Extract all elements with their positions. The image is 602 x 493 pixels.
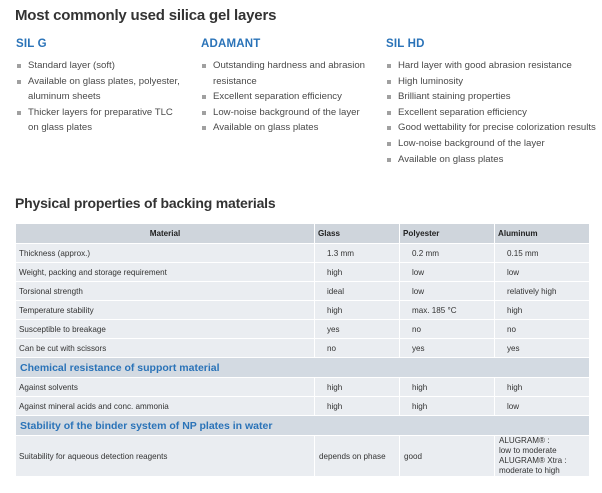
row-label: Thickness (approx.) xyxy=(16,244,315,263)
list-item: Low-noise background of the layer xyxy=(201,105,373,121)
cell-aluminum: high xyxy=(495,378,590,397)
cell-polyester: high xyxy=(400,397,495,416)
row-label: Against solvents xyxy=(16,378,315,397)
list-item: Standard layer (soft) xyxy=(16,58,186,74)
table-row xyxy=(16,320,590,339)
table-header-row xyxy=(16,224,590,244)
row-label: Weight, packing and storage requirement xyxy=(16,263,315,282)
table-row xyxy=(16,301,590,320)
cell-aluminum: high xyxy=(495,301,590,320)
header-material: Material xyxy=(16,224,315,244)
list-item: High luminosity xyxy=(386,74,600,90)
column-sil-g xyxy=(16,38,186,136)
list-item: Good wettability for precise colorization results xyxy=(386,120,600,136)
cell-polyester: high xyxy=(400,378,495,397)
aluminum-line: ALUGRAM® Xtra : xyxy=(499,456,567,465)
cell-polyester: good xyxy=(400,436,495,477)
aluminum-line: ALUGRAM® : xyxy=(499,436,550,445)
header-glass: Glass xyxy=(315,224,400,244)
table-row xyxy=(16,263,590,282)
column-title: SIL G xyxy=(16,38,47,50)
properties-table xyxy=(15,223,590,477)
section-row-binder-stability xyxy=(16,416,590,436)
list-item: Available on glass plates, polyester, aluminum sheets xyxy=(16,74,186,105)
header-polyester: Polyester xyxy=(400,224,495,244)
cell-glass: 1.3 mm xyxy=(315,244,400,263)
cell-polyester: yes xyxy=(400,339,495,358)
cell-glass: ideal xyxy=(315,282,400,301)
list-item: Hard layer with good abrasion resistance xyxy=(386,58,600,74)
cell-glass: high xyxy=(315,378,400,397)
cell-aluminum: yes xyxy=(495,339,590,358)
row-label: Temperature stability xyxy=(16,301,315,320)
cell-aluminum: 0.15 mm xyxy=(495,244,590,263)
cell-aluminum: relatively high xyxy=(495,282,590,301)
table-row xyxy=(16,282,590,301)
section-title: Stability of the binder system of NP plates in water xyxy=(16,416,590,436)
cell-glass: depends on phase xyxy=(315,436,400,477)
list-item: Excellent separation efficiency xyxy=(386,105,600,121)
feature-list xyxy=(386,58,600,167)
cell-polyester: low xyxy=(400,263,495,282)
aluminum-line: low to moderate xyxy=(499,446,557,455)
cell-polyester: low xyxy=(400,282,495,301)
list-item: Available on glass plates xyxy=(386,152,600,168)
row-label: Torsional strength xyxy=(16,282,315,301)
table-row xyxy=(16,436,590,477)
cell-glass: high xyxy=(315,301,400,320)
cell-glass: yes xyxy=(315,320,400,339)
cell-polyester: max. 185 °C xyxy=(400,301,495,320)
feature-list xyxy=(201,58,373,136)
cell-polyester: 0.2 mm xyxy=(400,244,495,263)
cell-polyester: no xyxy=(400,320,495,339)
column-title: ADAMANT xyxy=(201,38,261,50)
list-item: Brilliant staining properties xyxy=(386,89,600,105)
section-heading-backing-materials: Physical properties of backing materials xyxy=(15,195,276,211)
column-adamant xyxy=(201,38,373,136)
list-item: Low-noise background of the layer xyxy=(386,136,600,152)
cell-aluminum: no xyxy=(495,320,590,339)
cell-glass: high xyxy=(315,397,400,416)
table-row xyxy=(16,339,590,358)
cell-glass: high xyxy=(315,263,400,282)
aluminum-line: moderate to high xyxy=(499,466,560,475)
cell-aluminum: low xyxy=(495,397,590,416)
table-row xyxy=(16,378,590,397)
cell-aluminum xyxy=(495,436,590,477)
cell-aluminum: low xyxy=(495,263,590,282)
column-title: SIL HD xyxy=(386,38,425,50)
row-label: Susceptible to breakage xyxy=(16,320,315,339)
row-label: Against mineral acids and conc. ammonia xyxy=(16,397,315,416)
section-title: Chemical resistance of support material xyxy=(16,358,590,378)
list-item: Available on glass plates xyxy=(201,120,373,136)
header-aluminum: Aluminum xyxy=(495,224,590,244)
list-item: Outstanding hardness and abrasion resistance xyxy=(201,58,373,89)
table-row xyxy=(16,397,590,416)
table-row xyxy=(16,244,590,263)
row-label: Suitability for aqueous detection reagents xyxy=(16,436,315,477)
list-item: Thicker layers for preparative TLC on glass plates xyxy=(16,105,186,136)
row-label: Can be cut with scissors xyxy=(16,339,315,358)
section-row-chemical-resistance xyxy=(16,358,590,378)
feature-list xyxy=(16,58,186,136)
cell-glass: no xyxy=(315,339,400,358)
column-sil-hd xyxy=(386,38,600,167)
list-item: Excellent separation efficiency xyxy=(201,89,373,105)
page-heading-silica-gel-layers: Most commonly used silica gel layers xyxy=(15,7,277,24)
